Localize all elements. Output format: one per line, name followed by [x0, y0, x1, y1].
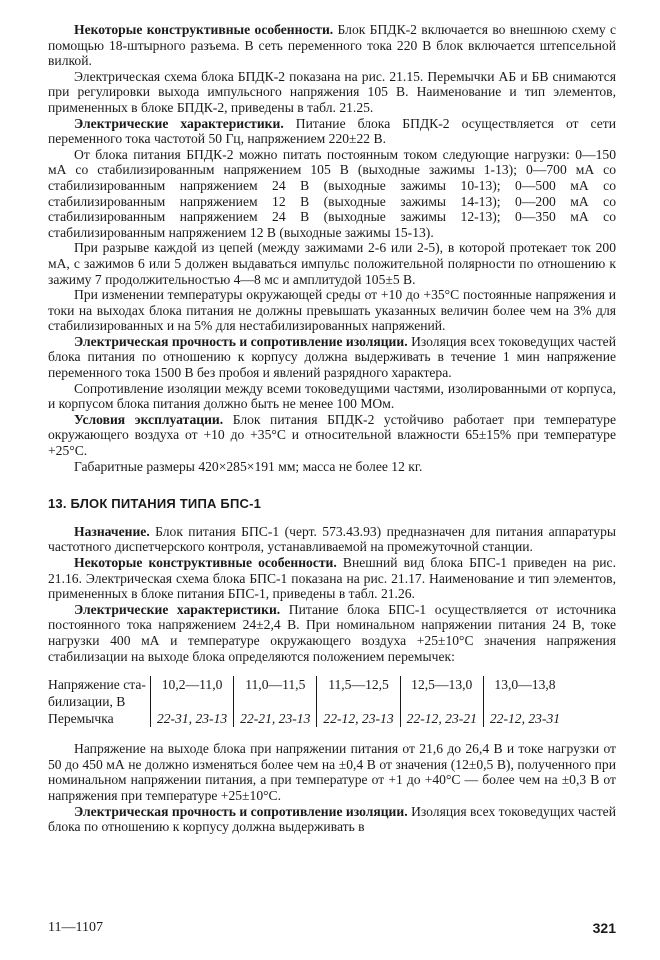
label-line: Напряжение ста- [48, 677, 146, 693]
paragraph [48, 804, 616, 835]
table-cell: 22-12, 23-13 [317, 710, 400, 727]
paragraph-text: Изоляция всех токоведущих частей блока по отношению к корпусу должна выдерживать в [48, 803, 616, 835]
paragraph-text: Блок питания БПС-1 (черт. 573.43.93) предназначен для питания аппаратуры частотного диспетчерского контроля, устанавливаемой на промежуточной станции. [48, 523, 616, 555]
paragraph-lead: Электрические характеристики. [74, 115, 284, 131]
paragraph-lead: Некоторые конструктивные особенности. [74, 22, 334, 37]
paragraph [48, 22, 616, 69]
paragraph-text: Изоляция всех токоведущих частей блока питания по отношению к корпусу должна выдерживать в течение 1 мин напряжение переменного тока 1500 В без пробоя и явлений разрядного характера. [48, 333, 616, 381]
paragraph-text: Блок БПДК-2 включается во внешнюю схему с помощью 18-штырного разъема. В сеть переменного тока 220 В блок включается штепсельной вилкой. [48, 22, 616, 69]
paragraph [48, 412, 616, 459]
paragraph: Габаритные размеры 420×285×191 мм; масса не более 12 кг. [74, 458, 423, 474]
paragraph-text: Внешний вид блока БПС-1 приведен на рис. 21.16. Электрическая схема блока БПС-1 показана на рис. 21.17. Наименование и тип элементов, примененных в блоке питания БПС-1, приведены в табл. 21.26. [48, 555, 616, 602]
page-body [48, 22, 616, 835]
paragraph: При изменении температуры окружающей среды от +10 до +35°С постоянные напряжения и токи на выходах блока питания не должны превышать указанных величин более чем на 3% для стабилизированных и на 5% для нестабилизированных напряжений. [48, 287, 616, 334]
paragraph [48, 602, 616, 664]
table-cell: 22-12, 23-21 [400, 710, 483, 727]
table-row [48, 676, 566, 710]
paragraph [48, 524, 616, 555]
paragraph [48, 555, 616, 602]
paragraph-lead: Электрические характеристики. [74, 601, 281, 617]
table-cell: 12,5—13,0 [400, 676, 483, 710]
paragraph [48, 116, 616, 147]
label-line: билизации, В [48, 694, 126, 710]
paragraph: Напряжение на выходе блока при напряжении питания от 21,6 до 26,4 В и токе нагрузки от 50 до 450 мА не должно изменяться более чем на ±0,4 В от значения (12±0,5 В), полученного при номинальном напряжении питания, а при температуре от +1 до +40°С — более чем на ±0,3 В от напряжения при температуре +25±10°С. [48, 741, 616, 803]
paragraph-text: Питание блока БПДК-2 осуществляется от сети переменного тока частотой 50 Гц, напряжением 220±22 В. [48, 115, 616, 147]
paragraph-lead: Электрическая прочность и сопротивление изоляции. [74, 803, 408, 819]
paragraph-lead: Электрическая прочность и сопротивление изоляции. [74, 333, 408, 349]
printer-signature: 11—1107 [48, 920, 103, 935]
paragraph-text: Блок питания БПДК-2 устойчиво работает при температуре окружающего воздуха от +10 до +35°С и относительной влажности 65±15% при температуре +25°С. [48, 411, 616, 459]
table-cell: 10,2—11,0 [150, 676, 233, 710]
table-cell: 22-31, 23-13 [150, 710, 233, 727]
paragraph-text: Питание блока БПС-1 осуществляется от источника постоянного тока напряжением 24±2,4 В. При номинальном напряжении питания 24 В, токе нагрузки 400 мА и температуре окружающего воздуха +25±10°С значения напряжения стабилизации на выходе блока определяются положением перемычек: [48, 601, 616, 664]
section-heading: 13. БЛОК ПИТАНИЯ ТИПА БПС-1 [48, 496, 262, 512]
row-label [48, 676, 150, 710]
paragraph: Электрическая схема блока БПДК-2 показана на рис. 21.15. Перемычки АБ и БВ снимаются при регулировки выхода импульсного напряжения 105 В. Наименование и тип элементов, примененных в блоке БПДК-2, приведены в табл. 21.25. [48, 68, 616, 115]
page-number: 321 [592, 920, 616, 936]
table-cell: 22-21, 23-13 [234, 710, 317, 727]
table-cell: 11,5—12,5 [317, 676, 400, 710]
paragraph-lead: Назначение. [74, 523, 150, 539]
paragraph-lead: Некоторые конструктивные особенности. [74, 555, 337, 570]
table-cell: 22-12, 23-31 [483, 710, 566, 727]
paragraph: При разрыве каждой из цепей (между зажимами 2-6 или 2-5), в которой протекает ток 200 мА, с зажимов 6 или 5 должен выдаваться импульс положительной полярности по отношению к зажиму 7 продолжительностью 4—8 мс и амплитудой 105±5 В. [48, 240, 616, 287]
table-cell: 13,0—13,8 [483, 676, 566, 710]
paragraph-lead: Условия эксплуатации. [74, 411, 224, 427]
row-label: Перемычка [48, 711, 114, 727]
paragraph: Сопротивление изоляции между всеми токоведущими частями, изолированными от корпуса, и корпусом блока питания должно быть не менее 100 МОм. [48, 380, 616, 412]
table-cell: 11,0—11,5 [234, 676, 317, 710]
jumper-voltage-table [48, 676, 566, 727]
paragraph: От блока питания БПДК-2 можно питать постоянным током следующие нагрузки: 0—150 мА со стабилизированным напряжением 105 В (выходные зажимы 1-13); 0—700 мА со стабилизированным напряжением 24 В (выходные зажимы 10-13); 0—500 мА со стабилизированным напряжением 12 В (выходные зажимы 14-13); 0—200 мА со стабилизированным напряжением 24 В (выходные зажимы 12-13); 0—350 мА со стабилизированным напряжением 12 В (выходные зажимы 15-13). [48, 146, 616, 240]
table-row [48, 710, 566, 727]
paragraph [48, 334, 616, 381]
